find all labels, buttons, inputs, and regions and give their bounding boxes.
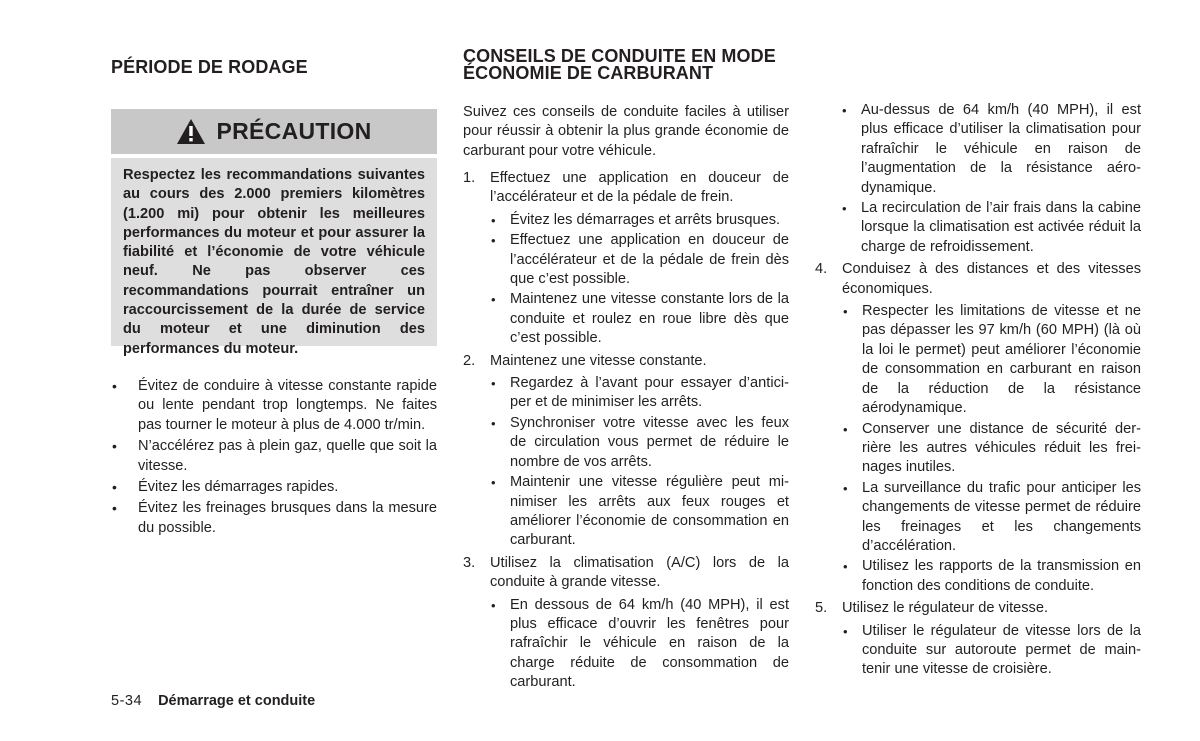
sub-list [490, 596, 789, 693]
caution-title: PRÉCAUTION [216, 118, 372, 144]
section-title: Démarrage et conduite [158, 693, 316, 709]
list-item: • Maintenir une vitesse régulière peut minimiser les arrêts aux feux rouges et améliorer l’économie de consommation en carburant. [490, 473, 789, 551]
page-number: 5-34 [111, 693, 143, 709]
item-text: Utilisez la climatisation (A/C) lors de la conduite à grande vitesse. [490, 554, 789, 591]
list-item: • Utiliser le régulateur de vitesse lors de la conduite sur autoroute permet de maintenir une vitesse de croisière. [842, 622, 1141, 680]
item-number: 2. [463, 352, 476, 369]
tips-list [463, 166, 789, 695]
numbered-item-5 [815, 599, 1141, 680]
list-item: • Respecter les limitations de vitesse et ne pas dépasser les 97 km/h (60 MPH) (là où la loi le permet) peut améliorer l’économie de consommation en carburant en raison de la réduction de la résistance aérodynamique. [842, 302, 1141, 418]
numbered-item-1 [463, 169, 789, 349]
list-item: • Conserver une distance de sécurité derrière les autres véhicules réduit les freinages inutiles. [842, 420, 1141, 478]
numbered-item-3 [463, 554, 789, 693]
caution-box [111, 109, 437, 357]
item-text: Conduisez à des distances et des vitesses économiques. [842, 261, 1141, 297]
intro-paragraph: Suivez ces conseils de conduite faciles à utiliser pour réussir à obtenir la plus grande économie de carburant pour votre véhicule. [463, 104, 789, 159]
list-item: • En dessous de 64 km/h (40 MPH), il est plus efficace d’ouvrir les fenêtres pour rafraîchir le véhicule en raison de la charge réduite de consommation de carburant. [490, 596, 789, 693]
sub-list [842, 622, 1141, 680]
numbered-item-4 [815, 260, 1141, 596]
list-item: • Évitez de conduire à vitesse constante rapide ou lente pendant trop longtemps. Ne faites pas tourner le moteur à plus de 4.000 tr/min. [111, 377, 437, 435]
sub-list [490, 211, 789, 349]
item-text: Maintenez une vitesse constante. [490, 352, 707, 369]
continued-sub-list [841, 101, 1141, 257]
item-number: 5. [815, 600, 828, 617]
section-heading-break-in: PÉRIODE DE RODAGE [111, 57, 308, 77]
list-item: • Synchroniser votre vitesse avec les feux de circulation vous permet de réduire le nombre de vos arrêts. [490, 414, 789, 472]
list-item: • Évitez les démarrages rapides. [111, 478, 437, 497]
list-item: • N’accélérez pas à plein gaz, quelle que soit la vitesse. [111, 437, 437, 476]
list-item: • Maintenez une vitesse constante lors de la conduite et roulez en roue libre dès que c’est possible. [490, 290, 789, 348]
item-number: 3. [463, 554, 476, 571]
list-item: • La surveillance du trafic pour anticiper les changements de vitesse permet de réduire les freinages et les changements d’accélération. [842, 479, 1141, 557]
sub-list [490, 374, 789, 551]
warning-triangle-icon [176, 118, 206, 145]
caution-header [111, 109, 437, 154]
numbered-item-2 [463, 352, 789, 551]
list-item: • Évitez les démarrages et arrêts brusques. [490, 211, 789, 230]
list-item: • Effectuez une application en douceur de l’accélérateur et de la pédale de frein dès que c’est possible. [490, 231, 789, 289]
list-item: • La recirculation de l’air frais dans la cabine lorsque la climatisation est activée réduit la charge de refroidissement. [841, 199, 1141, 257]
section-heading-fuel-economy: CONSEILS DE CONDUITE EN MODE ÉCONOMIE DE CARBURANT [463, 46, 776, 83]
sub-list [842, 302, 1141, 596]
item-text: Utilisez le régulateur de vitesse. [842, 600, 1049, 617]
tips-list-continued [815, 101, 1141, 682]
item-number: 1. [463, 170, 476, 186]
break-in-bullet-list [111, 377, 437, 540]
list-item: • Utilisez les rapports de la transmission en fonction des conditions de conduite. [842, 557, 1141, 596]
item-text: Effectuez une application en douceur de l’accélérateur et de la pédale de frein. [490, 170, 789, 206]
list-item: • Évitez les freinages brusques dans la mesure du possible. [111, 499, 437, 538]
list-item: • Regardez à l’avant pour essayer d’anticiper et de minimiser les arrêts. [490, 374, 789, 413]
list-item: • Au-dessus de 64 km/h (40 MPH), il est plus efficace d’utiliser la climatisation pour rafraîchir le véhicule en raison de l’augmentation de la résistance aérodynamique. [841, 101, 1141, 198]
page-footer [111, 693, 315, 709]
item-number: 4. [815, 261, 828, 278]
caution-body: Respectez les recommandations suivantes au cours des 2.000 premiers kilomètres (1.200 mi) pour obtenir les meilleures performances du moteur et pour assurer la fiabilité et l’économie de votre véhicule neuf. Ne pas observer ces recommandations pourrait entraîner un raccourcissement de la durée de service du moteur et une diminution des performances du moteur. [111, 158, 437, 346]
